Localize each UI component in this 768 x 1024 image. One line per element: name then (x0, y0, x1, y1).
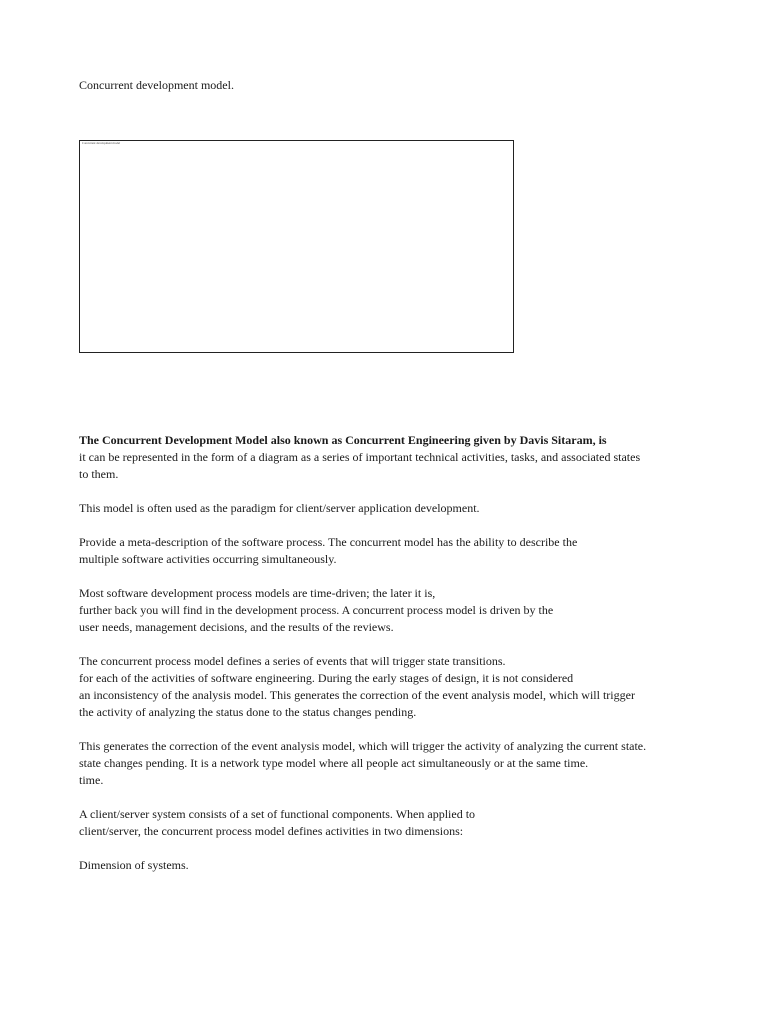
body-paragraph (79, 806, 709, 840)
paragraph-line: client/server, the concurrent process model defines activities in two dimensions: (79, 824, 464, 838)
paragraph-line: This generates the correction of the event analysis model, which will trigger the activity of analyzing the current state. (79, 739, 647, 753)
body-paragraph (79, 534, 709, 568)
paragraph-line: time. (79, 773, 104, 787)
bold-intro-line: The Concurrent Development Model also known as Concurrent Engineering given by Davis Sitaram, is (79, 433, 607, 447)
body-paragraph (79, 500, 709, 517)
paragraph-line: multiple software activities occurring simultaneously. (79, 552, 337, 566)
paragraph-line: to them. (79, 467, 119, 481)
paragraph-line: This model is often used as the paradigm for client/server application development. (79, 501, 480, 515)
figure-caption: Concurrent development model (82, 141, 120, 145)
paragraph-line: it can be represented in the form of a diagram as a series of important technical activities, tasks, and associated states (79, 450, 641, 464)
body-paragraph (79, 653, 709, 721)
paragraph-line: user needs, management decisions, and the results of the reviews. (79, 620, 394, 634)
document-body (79, 432, 709, 891)
paragraph-line: for each of the activities of software engineering. During the early stages of design, it is not considered (79, 671, 574, 685)
body-paragraph (79, 857, 709, 874)
paragraph-line: state changes pending. It is a network type model where all people act simultaneously or at the same time. (79, 756, 589, 770)
paragraph-line: A client/server system consists of a set of functional components. When applied to (79, 807, 476, 821)
body-paragraph (79, 432, 709, 483)
paragraph-line: Provide a meta-description of the software process. The concurrent model has the ability to describe the (79, 535, 578, 549)
body-paragraph (79, 738, 709, 789)
paragraph-line: the activity of analyzing the status done to the status changes pending. (79, 705, 417, 719)
paragraph-line: an inconsistency of the analysis model. This generates the correction of the event analysis model, which will trigger (79, 688, 635, 702)
paragraph-line: Dimension of systems. (79, 858, 189, 872)
document-title: Concurrent development model. (79, 78, 234, 92)
body-paragraph (79, 585, 709, 636)
paragraph-line: further back you will find in the development process. A concurrent process model is driven by the (79, 603, 554, 617)
paragraph-line: The concurrent process model defines a series of events that will trigger state transitions. (79, 654, 506, 668)
diagram-figure-frame (79, 140, 514, 353)
paragraph-line: Most software development process models are time-driven; the later it is, (79, 586, 436, 600)
